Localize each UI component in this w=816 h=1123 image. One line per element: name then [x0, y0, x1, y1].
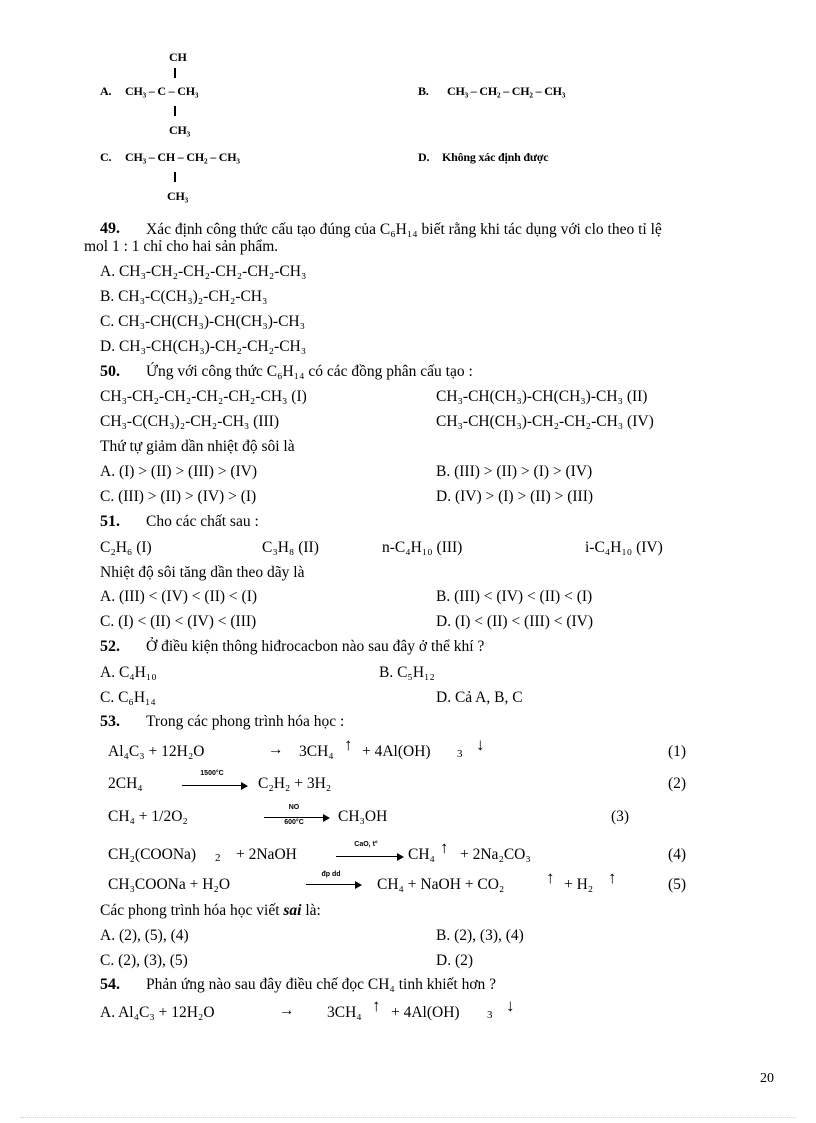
question-number: 54. [100, 976, 120, 993]
answer-option-b: B. (2), (3), (4) [436, 927, 524, 944]
answer-option-c: C. (2), (3), (5) [100, 952, 188, 969]
reaction-condition: đp dd [321, 871, 341, 878]
option-a-main-chain: CH₃ – C – CH₃ [125, 84, 199, 98]
equation-product-2: + 2Na₂CO₃ [460, 846, 531, 863]
reaction-arrow-icon [182, 785, 246, 786]
reaction-arrow-icon [306, 884, 360, 885]
answer-option-c: C. C₆H₁₄ [100, 689, 156, 706]
equation-reactants: Al₄C₃ + 12H₂O [108, 743, 205, 760]
question-number: 51. [100, 513, 120, 530]
answer-option-a: A. (I) > (II) > (III) > (IV) [100, 463, 258, 480]
answer-option-d: D. (2) [436, 952, 474, 969]
answer-option-a: A. C₄H₁₀ [100, 664, 157, 681]
up-arrow-icon: ↑ [608, 868, 617, 887]
answer-option-b: B. (III) < (IV) < (II) < (I) [436, 588, 593, 605]
answer-option-d: D. (I) < (II) < (III) < (IV) [436, 613, 594, 630]
answer-option-a: A. (III) < (IV) < (II) < (I) [100, 588, 258, 605]
reaction-arrow-icon [264, 817, 328, 818]
equation-product: CH₃OH [338, 808, 388, 825]
option-product-2: + 4Al(OH) [391, 1004, 460, 1021]
question-text: Ở điều kiện thông hiđrocacbon nào sau đây ở thể khí ? [146, 638, 485, 655]
question-text-continued: mol 1 : 1 chỉ cho hai sản phẩm. [84, 238, 279, 255]
equation-product-2: + 4Al(OH) [362, 743, 431, 760]
equation-product-2: + H₂ [564, 876, 594, 893]
answer-option-b: B. (III) > (II) > (I) > (IV) [436, 463, 593, 480]
answer-option-b: B. CH₃-C(CH₃)₂-CH₂-CH₃ [100, 288, 268, 305]
isomer-4: CH₃-CH(CH₃)-CH₂-CH₂-CH₃ (IV) [436, 413, 654, 430]
option-a-top-bond [174, 68, 176, 78]
answer-option-c: C. (I) < (II) < (IV) < (III) [100, 613, 257, 630]
option-c-bond [174, 172, 176, 182]
question-number: 50. [100, 363, 120, 380]
substance-4: i-C₄H₁₀ (IV) [585, 539, 663, 556]
option-d-label: D. [418, 150, 430, 164]
right-arrow-icon: → [279, 1002, 295, 1019]
question-prompt [100, 902, 321, 920]
equation-number: (5) [668, 876, 687, 893]
equation-reactant-2: + 2NaOH [236, 846, 297, 863]
answer-option-d: D. (IV) > (I) > (II) > (III) [436, 488, 594, 505]
up-arrow-icon: ↑ [372, 996, 381, 1015]
equation-number: (1) [668, 743, 687, 760]
question-text: Xác định công thức cấu tạo đúng của C₆H₁₄ biết rằng khi tác dụng với clo theo tỉ lệ [146, 221, 662, 238]
option-a-top-group: CH [169, 50, 187, 64]
equation-number: (3) [611, 808, 630, 825]
option-b-label: B. [418, 84, 429, 98]
up-arrow-icon: ↑ [546, 868, 555, 887]
answer-option-c: C. CH₃-CH(CH₃)-CH(CH₃)-CH₃ [100, 313, 306, 330]
down-arrow-icon: ↓ [506, 996, 515, 1015]
option-c-label: C. [100, 150, 112, 164]
subscript: 3 [487, 1009, 493, 1021]
down-arrow-icon: ↓ [476, 735, 485, 754]
equation-reactants: CH₃COONa + H₂O [108, 876, 231, 893]
question-number: 53. [100, 713, 120, 730]
option-c-bottom-group: CH₃ [167, 189, 188, 203]
footer-divider [20, 1117, 796, 1118]
answer-option-c: C. (III) > (II) > (IV) > (I) [100, 488, 257, 505]
answer-option-d: D. CH₃-CH(CH₃)-CH₂-CH₂-CH₃ [100, 338, 307, 355]
substance-3: n-C₄H₁₀ (III) [382, 539, 463, 556]
question-prompt: Thứ tự giảm dần nhiệt độ sôi là [100, 438, 295, 455]
substance-2: C₃H₈ (II) [262, 539, 319, 556]
reaction-condition-bottom: 600°C [284, 819, 304, 826]
reaction-arrow-icon [336, 856, 402, 857]
prompt-text-end: là: [301, 902, 321, 919]
option-d-text: Không xác định được [442, 150, 549, 164]
option-product: 3CH₄ [327, 1004, 362, 1021]
question-prompt: Nhiệt độ sôi tăng dần theo dãy là [100, 564, 305, 581]
question-text: Trong các phong trình hóa học : [146, 713, 345, 730]
equation-reactant: CH₂(COONa) [108, 846, 197, 863]
up-arrow-icon: ↑ [440, 838, 449, 857]
subscript: 2 [215, 852, 221, 864]
answer-option-a: A. (2), (5), (4) [100, 927, 189, 944]
equation-number: (4) [668, 846, 687, 863]
substance-1: C₂H₆ (I) [100, 539, 152, 556]
option-a-bottom-bond [174, 106, 176, 116]
question-text: Cho các chất sau : [146, 513, 259, 530]
isomer-1: CH₃-CH₂-CH₂-CH₂-CH₂-CH₃ (I) [100, 388, 307, 405]
option-reactants: A. Al₄C₃ + 12H₂O [100, 1004, 215, 1021]
subscript: 3 [457, 748, 463, 760]
answer-option-a: A. CH₃-CH₂-CH₂-CH₂-CH₂-CH₃ [100, 263, 307, 280]
question-text: Phản ứng nào sau đây điều chế đọc CH₄ tinh khiết hơn ? [146, 976, 497, 993]
equation-number: (2) [668, 775, 687, 792]
option-a-label: A. [100, 84, 112, 98]
right-arrow-icon: → [268, 741, 284, 758]
question-text: Ứng với công thức C₆H₁₄ có các đồng phân cấu tạo : [146, 363, 473, 380]
isomer-3: CH₃-C(CH₃)₂-CH₂-CH₃ (III) [100, 413, 279, 430]
question-number: 52. [100, 638, 120, 655]
reaction-condition: 1500°C [200, 770, 224, 777]
prompt-emphasis: sai [283, 902, 302, 919]
equation-reactants: CH₄ + 1/2O₂ [108, 808, 188, 825]
isomer-2: CH₃-CH(CH₃)-CH(CH₃)-CH₃ (II) [436, 388, 648, 405]
option-b-formula: CH₃ – CH₂ – CH₂ – CH₃ [447, 84, 566, 98]
up-arrow-icon: ↑ [344, 735, 353, 754]
equation-reactants: 2CH₄ [108, 775, 143, 792]
option-c-main-chain: CH₃ – CH – CH₂ – CH₃ [125, 150, 240, 164]
answer-option-b: B. C₅H₁₂ [379, 664, 435, 681]
prompt-text: Các phong trình hóa học viết [100, 902, 284, 919]
equation-products: C₂H₂ + 3H₂ [258, 775, 332, 792]
equation-product: 3CH₄ [299, 743, 334, 760]
equation-product: CH₄ [408, 846, 435, 863]
equation-products: CH₄ + NaOH + CO₂ [377, 876, 505, 893]
page-number: 20 [760, 1071, 774, 1086]
reaction-condition: CaO, t° [354, 841, 378, 848]
option-a-bottom-group: CH₃ [169, 123, 190, 137]
answer-option-d: D. Cả A, B, C [436, 689, 523, 706]
question-number: 49. [100, 220, 120, 237]
reaction-condition-top: NO [288, 804, 300, 811]
